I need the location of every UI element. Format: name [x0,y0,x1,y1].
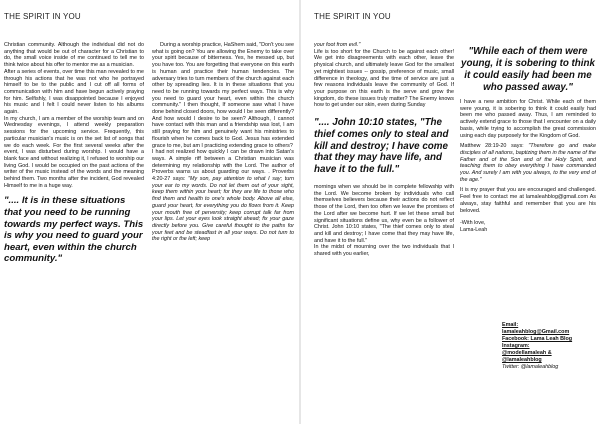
signoff: -With love, [460,220,486,227]
paragraph [152,149,294,243]
pull-quote: "While each of them were young, it is sobering to think it could easily had been me who passed away." [461,46,595,93]
right-page [300,0,600,424]
scripture-verse: "Therefore go and make disciples of all nations, baptizing them in the name of the Father and of the Son and of the Holy Spirit, and teaching them to obey everything I have commanded you. And surely I am with you always, to the very end of the age." [460,143,596,183]
paragraph: Christian community. Although the individual did not do anything that would be out of character for a Christian to do, the small voice inside of me continued to tell me to think twice about his offer to mentor me as a musician. [4,42,144,69]
column-2 [152,42,294,243]
page-header: THE SPIRIT IN YOU [4,12,81,21]
scripture-verse-end: your foot from evil." [314,42,361,48]
scripture-reference: Matthew 28:19-20 says: [460,143,524,150]
email-label: Email: [502,322,519,328]
column-1 [4,42,144,265]
paragraph-text: I had not realized how quickly I can be drawn into Satan's ways. A simple riff between a Christian musician was determining my relationship with the Lord. The author of Proverbs warns us about guarding our ways. . Proverbs 4:20-27 says: [152,149,294,183]
instagram-link[interactable]: @modellamaleah & [502,350,552,356]
paragraph: I have a new ambition for Christ. While each of them were young, it is sobering to think it could easily had been me who passed away. Thus, I am reminded to actively extend grace to those that I encounter on a daily basis, while trying to accomplish the great commission using each day purposely for the Kingdom of God. [460,99,596,139]
page-header: THE SPIRIT IN YOU [314,12,391,21]
paragraph: Life is too short for the Church to be against each other! We get into disagreements with each other, leave the physical church, and ultimately leave God for the smallest yet mightiest issues -- gossip, preference of music, small difference in theology, and the time of service are just a few reasons individuals leave the community of God. If your purpose on this earth is the serve and grow the kingdom, do these issues truly matter? The Enemy knows how to get under our skin, even during Sunday [314,48,454,109]
paragraph: After a series of events, over time this man revealed to me through his actions that he was not who he portrayed himself to be to the public and I cut off all forms of communication with him and have begun actively praying for him. Selfishly, I was disappointed because I enjoyed his music and I felt I could never listen to his albums again. [4,68,144,116]
signature: Lama-Leah [460,226,488,233]
paragraph: In my church, I am a member of the worship team and on Wednesday evenings, I attend weekly preparation sessions for the upcoming service. Frequently, this particular musician's music is on the set list of songs that we do each week. For the first several weeks after the event, I was disturbed during worship. I would have a blank face and without realizing it, I refused to worship our living God. I would be occupied on the past actions of the writer of the music instead of the words and the meaning behind them. Two months after the incident, God revealed Himself to me in a huge way. [4,115,144,189]
facebook-link[interactable]: Facebook: Lama Leah Blog [502,336,573,342]
paragraph: In the midst of mourning over the two individuals that I shared with you earlier, [314,244,454,258]
column-3 [314,42,454,258]
scripture-verse: "My son, pay attention to what I say; turn your ear to my words. Do not let them out of your sight, keep them within your heart; for they are life to those who find them and health to one's whole body. Above all else, guard your heart, for everything you do flows from it. Keep your mouth free of perversity; keep corrupt talk far from your lips. Let your eyes look straight ahead; fix your gaze directly before you. Give careful thought to the paths for your feet and be steadfast in all your ways. Do not turn to the right or the left; keep [152,176,294,243]
instagram-label: Instagram: [502,343,530,349]
paragraph: It is my prayer that you are encouraged and challenged. Feel free to contact me at lamaleahblog@gmail.com As always, stay faithful and remember that you are his beloved. [460,187,596,214]
contact-info [502,322,598,371]
twitter-link[interactable]: Twitter: @lamaleahblog [502,364,559,370]
email-link[interactable]: lamaleahblog@Gmail.com [502,329,570,335]
pull-quote: ".... John 10:10 states, "The thief comes only to steal and kill and destroy; I have come that they may have life, and have it to the full." [314,117,449,176]
column-4 [460,46,596,234]
paragraph: During a worship practice, HaShem said, "Don't you see what is going on? You are allowing the Enemy to take over your spirit because of bitterness. Yes, he messed up, but you have too. You are forgetting that everyone on this earth is human and practice their human tendencies. The adversary tries to turn members of the church against each other by spreading lies. It is in these situations that you need to be running towards my perfect ways. This is why you need to guard your heart, even within the church community." I then thought, If someone saw what I have done behind closed doors, how would I be seen differently? And how would I desire to be seen? Although, I cannot have contact with this man and a friendship was lost, I am still praying for him and genuinely want his ministries to flourish when he comes back to God. Jesus has extended grace to me, but am I practicing extending grace to others? [152,42,294,149]
pull-quote: ".... It is in these situations that you need to be running towards my perfect ways. This is why you need to guard your heart, even within the church community." [4,195,144,265]
paragraph [460,143,596,183]
paragraph: mornings when we should be in complete fellowship with the Lord. We become broken by individuals who call themselves believers because their actions do not reflect those of the Lord, then too often we leave the promises of the Lord after we become hurt. If we let these small but significant situations define us, why even be a follower of Christ. John 10:10 states, "The thief comes only to steal and kill and destroy; I have come that they may have life, and have it to the full." [314,184,454,244]
instagram-link[interactable]: @lamaleahblog [502,357,542,363]
